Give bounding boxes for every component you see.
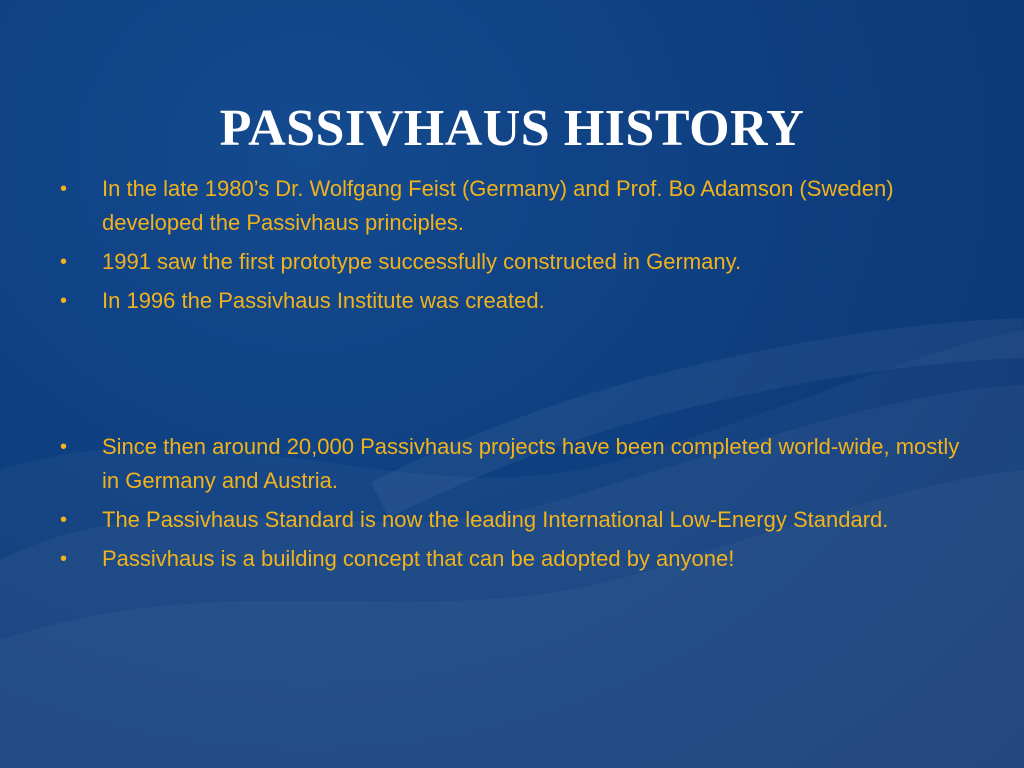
bullet-icon: • xyxy=(60,251,68,273)
bullet-list-status xyxy=(60,430,970,581)
bullet-text: Passivhaus is a building concept that can be adopted by anyone! xyxy=(102,546,735,571)
bullet-text: Since then around 20,000 Passivhaus projects have been completed world-wide, mostly in Germany and Austria. xyxy=(102,434,960,493)
bullet-icon: • xyxy=(60,436,68,458)
list-item xyxy=(60,503,970,537)
bullet-text: In 1996 the Passivhaus Institute was created. xyxy=(102,288,545,313)
bullet-icon: • xyxy=(60,548,68,570)
list-item xyxy=(60,172,970,240)
slide-title: PASSIVHAUS HISTORY xyxy=(219,99,805,157)
bullet-text: 1991 saw the first prototype successfully constructed in Germany. xyxy=(102,249,742,274)
bullet-text: The Passivhaus Standard is now the leading International Low-Energy Standard. xyxy=(102,507,889,532)
list-item xyxy=(60,245,970,279)
bullet-list-history xyxy=(60,172,970,323)
list-item xyxy=(60,542,970,576)
bullet-text: In the late 1980’s Dr. Wolfgang Feist (Germany) and Prof. Bo Adamson (Sweden) developed the Passivhaus principles. xyxy=(102,176,894,235)
bullet-icon: • xyxy=(60,290,68,312)
bullet-icon: • xyxy=(60,509,68,531)
bullet-icon: • xyxy=(60,178,68,200)
list-item xyxy=(60,430,970,498)
list-item xyxy=(60,284,970,318)
